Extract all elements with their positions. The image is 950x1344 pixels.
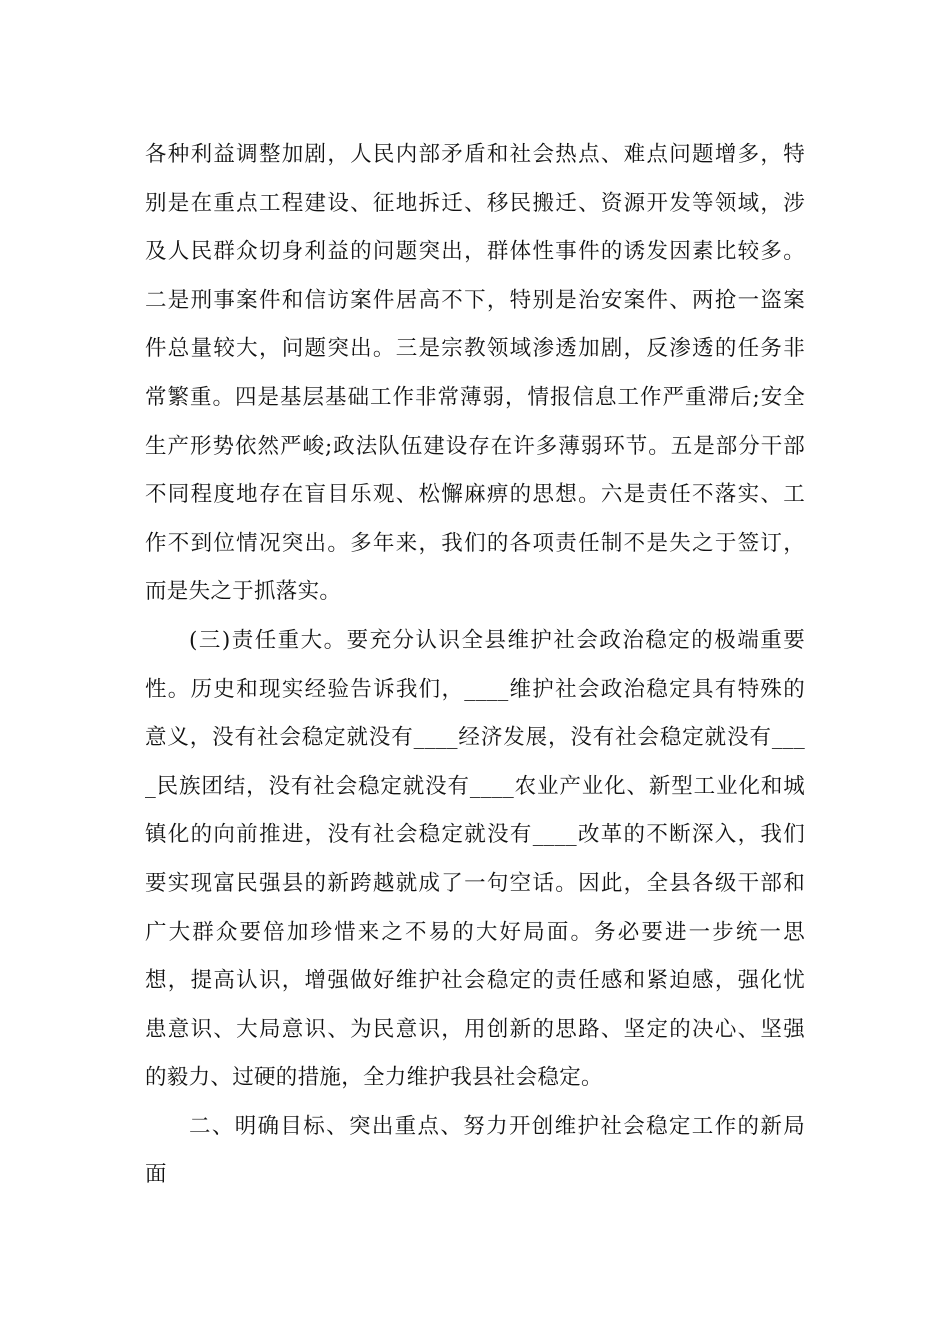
paragraph-heading-line: (三)责任重大。要充分认识全县维护社会政治稳定的极端重要 — [189, 627, 805, 653]
text-line: 患意识、大局意识、为民意识，用创新的思路、坚定的决心、坚强 — [145, 1016, 805, 1042]
text-line: 件总量较大，问题突出。三是宗教领域渗透加剧，反渗透的任务非 — [145, 336, 805, 362]
text-line: 而是失之于抓落实。 — [145, 579, 342, 605]
text-line: 生产形势依然严峻;政法队伍建设存在许多薄弱环节。五是部分干部 — [145, 433, 805, 459]
document-page — [145, 131, 805, 1200]
text-line: 意义，没有社会稳定就没有____经济发展，没有社会稳定就没有___ — [145, 725, 805, 751]
text-line: 及人民群众切身利益的问题突出，群体性事件的诱发因素比较多。 — [145, 239, 805, 265]
section-heading-line: 二、明确目标、突出重点、努力开创维护社会稳定工作的新局 — [189, 1113, 805, 1139]
text-line: 常繁重。四是基层基础工作非常薄弱，情报信息工作严重滞后;安全 — [145, 384, 805, 410]
text-line: 作不到位情况突出。多年来，我们的各项责任制不是失之于签订， — [145, 530, 805, 556]
section-heading-line: 面 — [145, 1162, 167, 1188]
text-line: 要实现富民强县的新跨越就成了一句空话。因此，全县各级干部和 — [145, 870, 805, 896]
text-line: 不同程度地存在盲目乐观、松懈麻痹的思想。六是责任不落实、工 — [145, 482, 805, 508]
text-line: 二是刑事案件和信访案件居高不下，特别是治安案件、两抢一盗案 — [145, 287, 805, 313]
text-line: 各种利益调整加剧，人民内部矛盾和社会热点、难点问题增多，特 — [145, 142, 805, 167]
text-line: 性。历史和现实经验告诉我们，____维护社会政治稳定具有特殊的 — [145, 676, 805, 702]
text-line: 别是在重点工程建设、征地拆迁、移民搬迁、资源开发等领域，涉 — [145, 190, 805, 216]
text-line: 的毅力、过硬的措施，全力维护我县社会稳定。 — [145, 1065, 603, 1091]
text-line: 想，提高认识，增强做好维护社会稳定的责任感和紧迫感，强化忧 — [145, 968, 805, 994]
text-line: 广大群众要倍加珍惜来之不易的大好局面。务必要进一步统一思 — [145, 919, 805, 945]
text-line: _民族团结，没有社会稳定就没有____农业产业化、新型工业化和城 — [145, 773, 805, 799]
text-line: 镇化的向前推进，没有社会稳定就没有____改革的不断深入，我们 — [145, 822, 805, 848]
